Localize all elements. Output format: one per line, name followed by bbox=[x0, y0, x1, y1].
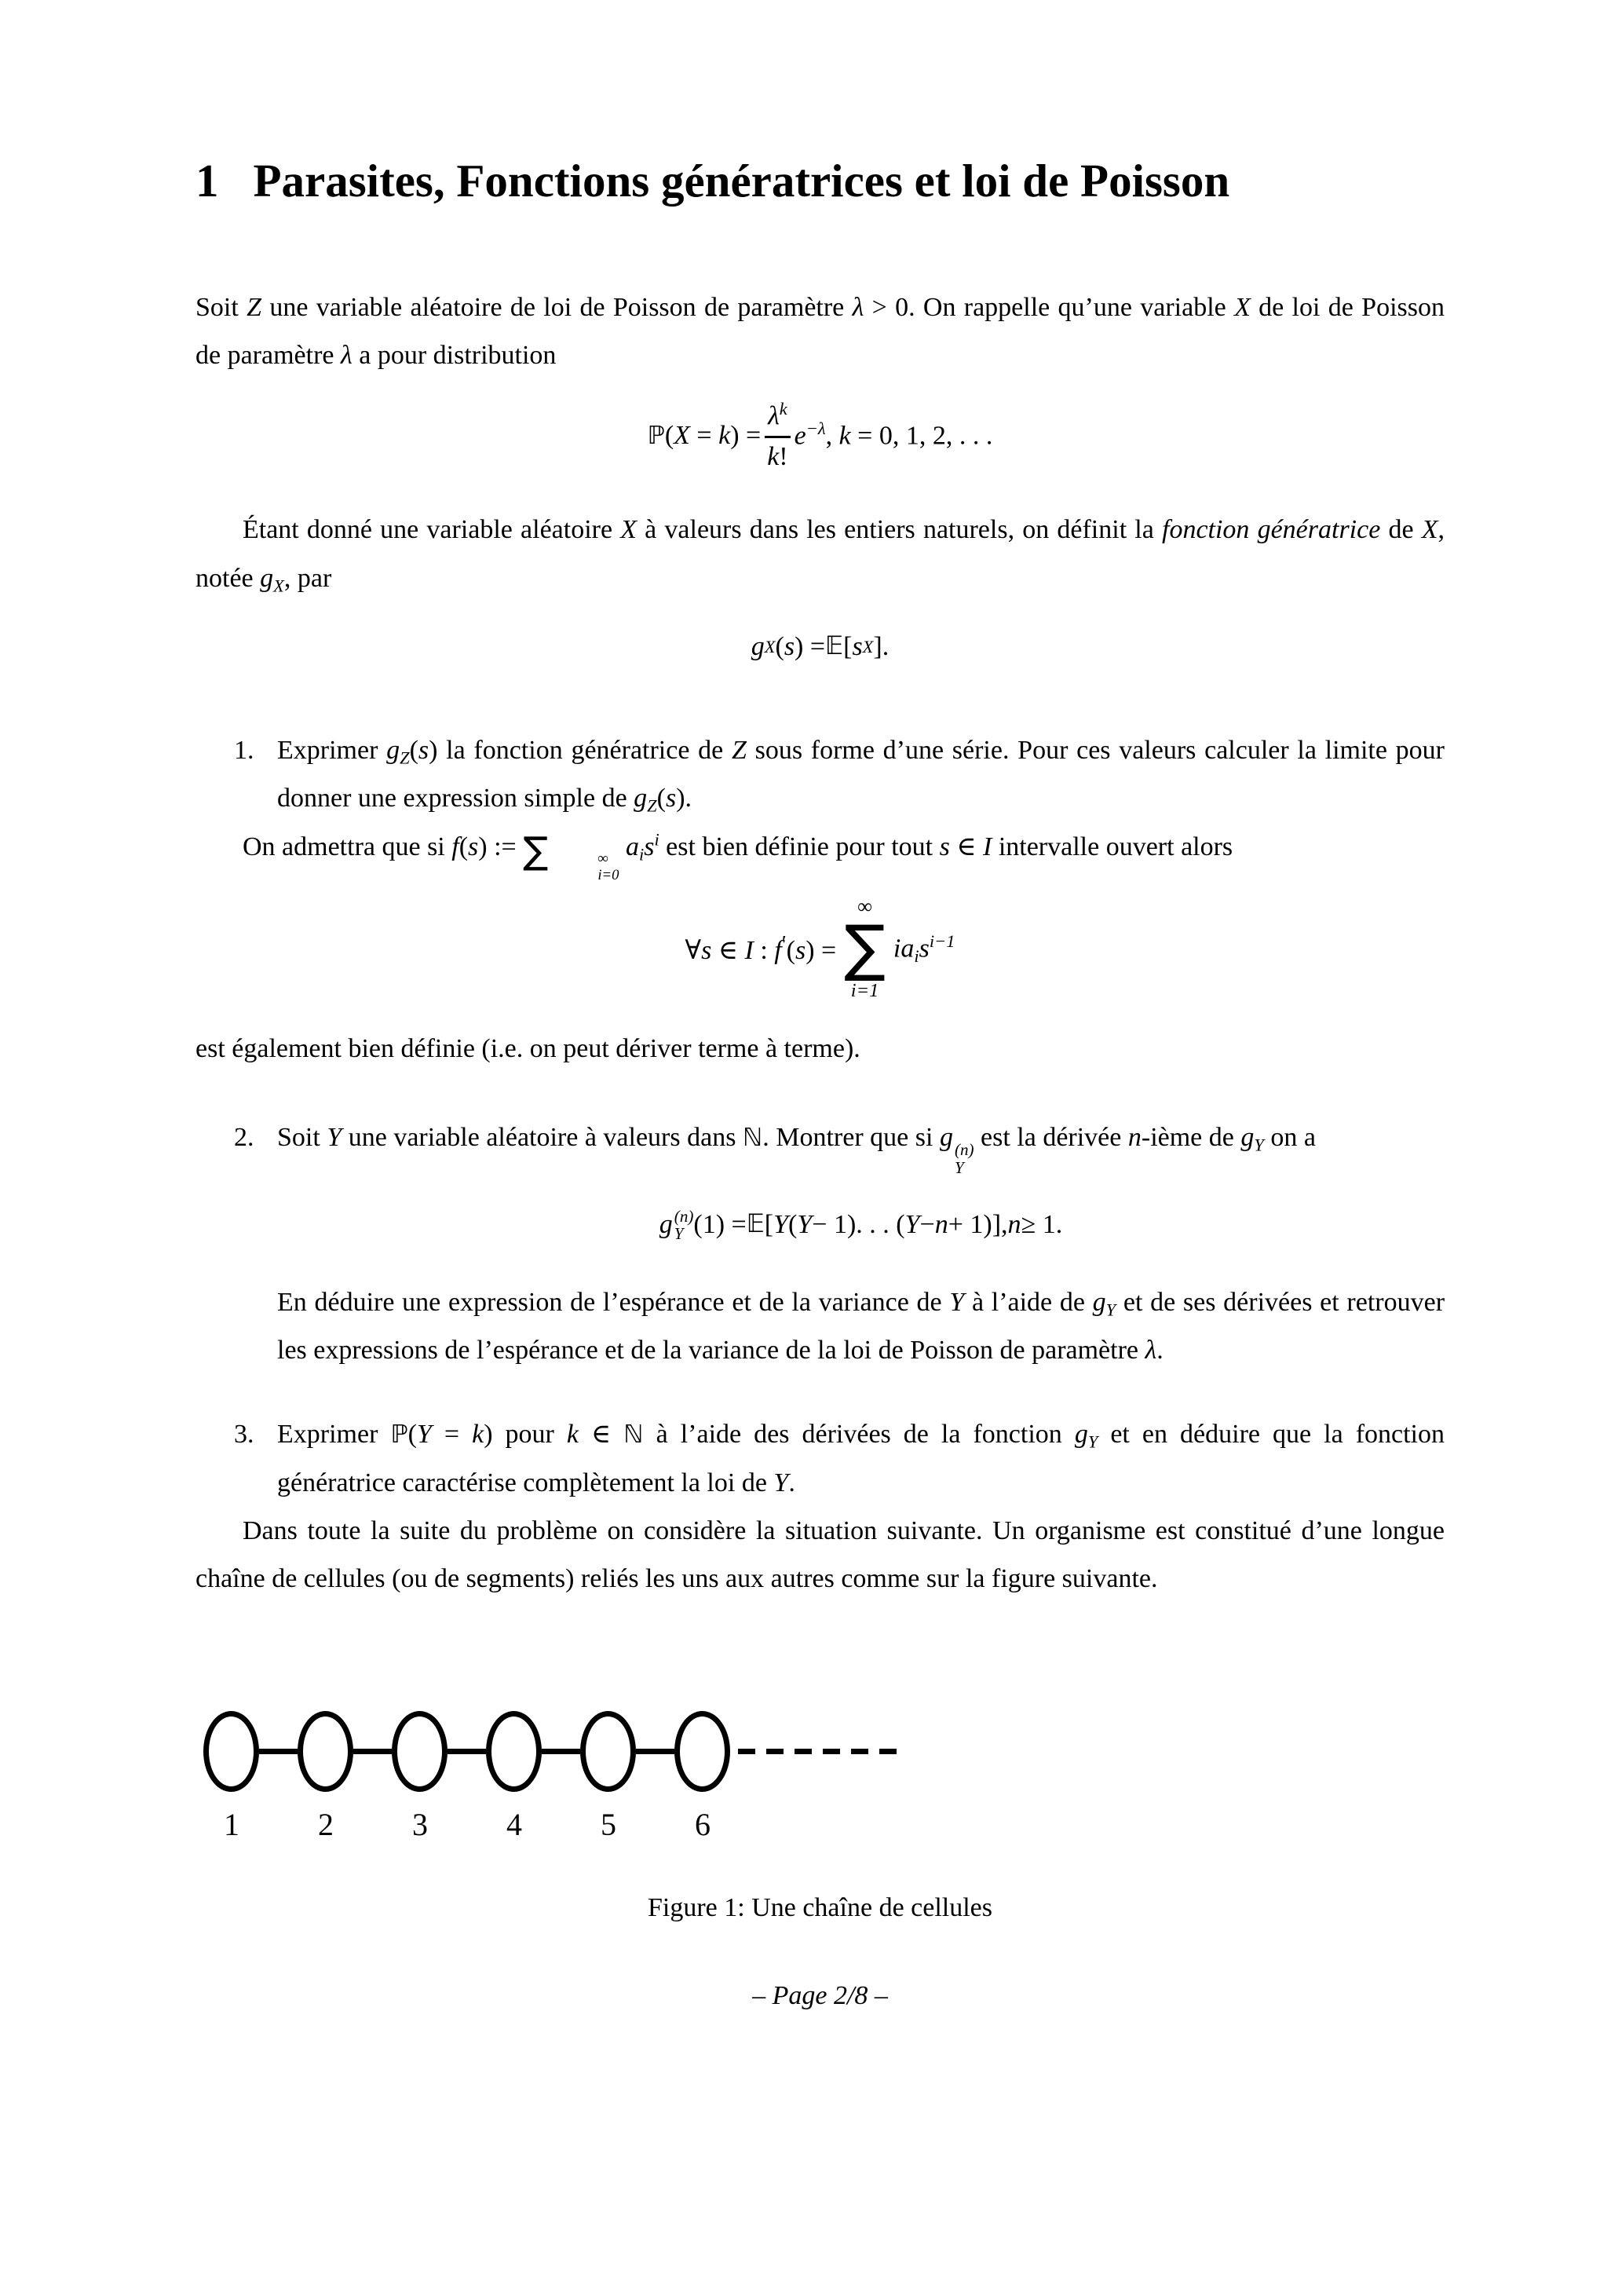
cell-circle-2 bbox=[298, 1711, 353, 1792]
page-footer: – Page 2/8 – bbox=[752, 1981, 888, 2011]
cell-circle-1 bbox=[203, 1711, 259, 1792]
item-number: 2. bbox=[234, 1122, 254, 1152]
cell-circle-6 bbox=[674, 1711, 730, 1792]
cell-connector bbox=[448, 1749, 486, 1754]
section-title-text: Parasites, Fonctions génératrices et loi de Poisson bbox=[253, 155, 1230, 207]
exercise-list-continued bbox=[195, 1113, 1445, 1507]
sum-lower-limit: i=1 bbox=[850, 980, 879, 1002]
cell-connector bbox=[542, 1749, 580, 1754]
cell-number-5: 5 bbox=[601, 1807, 616, 1843]
cell-chain-figure bbox=[203, 1711, 1445, 1843]
list-item-3 bbox=[195, 1410, 1445, 1506]
item-number: 1. bbox=[234, 736, 254, 766]
cell-number-4: 4 bbox=[506, 1807, 522, 1843]
sigma-symbol: ∑ bbox=[844, 912, 886, 985]
list-item-2 bbox=[195, 1113, 1445, 1375]
cell-connector bbox=[259, 1749, 298, 1754]
cell-connector bbox=[353, 1749, 392, 1754]
cell-circle-4 bbox=[486, 1711, 542, 1792]
cell-circle-3 bbox=[392, 1711, 448, 1792]
fraction bbox=[765, 400, 790, 471]
item-2-text: Soit Y une variable aléatoire à valeurs dans ℕ. Montrer que si g (n) Y est la dérivée n-ième de gY on a bbox=[277, 1122, 1316, 1177]
summation-operator bbox=[844, 895, 886, 1003]
cell-number-6: 6 bbox=[695, 1807, 711, 1843]
situation-paragraph: Dans toute la suite du problème on considère la situation suivante. Un organisme est constitué d’une longue chaîne de cellules (ou de segments) reliés les uns aux autres comme sur la figure suivante. bbox=[195, 1515, 1445, 1593]
generating-function-definition-equation: g X ( s ) = 𝔼 [ s X ]. bbox=[751, 631, 890, 661]
termwise-derivative-equation bbox=[195, 895, 1445, 1003]
generating-function-paragraph: Étant donné une variable aléatoire X à valeurs dans les entiers naturels, on définit la fonction génératrice de X, notée gX, par bbox=[195, 515, 1445, 596]
item-1-text: Exprimer gZ(s) la fonction génératrice de Z sous forme d’une série. Pour ces valeurs calculer la limite pour donner une expression simple de gZ(s). bbox=[277, 736, 1445, 817]
item-3-text: Exprimer ℙ(Y = k) pour k ∈ ℕ à l’aide des dérivées de la fonction gY et en déduire que la fonction génératrice caractérise complètement la loi de Y. bbox=[277, 1420, 1445, 1497]
section-number: 1 bbox=[195, 155, 219, 207]
intro-paragraph: Soit Z une variable aléatoire de loi de Poisson de paramètre λ > 0. On rappelle qu’une variable X de loi de Poisson de paramètre λ a pour distribution bbox=[195, 292, 1445, 371]
poisson-pmf-equation bbox=[195, 400, 1445, 471]
bien-definie-paragraph: est également bien définie (i.e. on peut dériver terme à terme). bbox=[195, 1033, 860, 1063]
fraction-denominator: k! bbox=[767, 441, 788, 471]
cell-number-1: 1 bbox=[224, 1807, 239, 1843]
cell-number-2: 2 bbox=[318, 1807, 334, 1843]
exercise-list bbox=[195, 726, 1445, 822]
fraction-numerator: $\lambda^k$ bbox=[768, 399, 787, 431]
factorial-moment-equation: g (n) Y (1) = 𝔼 [ Y ( Y − 1) . . . ( Y − n + 1)], n ≥ 1. bbox=[659, 1206, 1063, 1243]
equation-left: ∀s ∈ I : f′(s) = bbox=[685, 931, 837, 965]
equation-right: iais$^{i-1}$ bbox=[893, 930, 955, 966]
item-2-continuation: En déduire une expression de l’espérance et de la variance de Y à l’aide de gY et de ses dérivées et retrouver les expressions de l’espérance et de la variance de la loi de Poisson de paramètre λ. bbox=[277, 1287, 1445, 1366]
cell-connector bbox=[636, 1749, 674, 1754]
cell-number-3: 3 bbox=[412, 1807, 428, 1843]
chain-continuation-dashes bbox=[738, 1749, 907, 1754]
cell-numbers bbox=[184, 1806, 1445, 1843]
cell-chain bbox=[203, 1711, 1445, 1792]
sum-upper-limit: ∞ bbox=[857, 894, 873, 918]
equation-right: $e^{-\lambda}$, k = 0, 1, 2, . . . bbox=[794, 419, 993, 451]
item-number: 3. bbox=[234, 1420, 254, 1450]
admettra-paragraph: On admettra que si f(s) := ∑ ∞ i=0 ais$^i$ est bien définie pour tout s ∈ I intervalle ouvert alors bbox=[243, 829, 1233, 884]
fraction-bar bbox=[765, 436, 790, 438]
equation-left: ℙ(X = k) = bbox=[647, 420, 762, 450]
cell-circle-5 bbox=[580, 1711, 636, 1792]
section-title bbox=[195, 155, 1445, 207]
list-item-1 bbox=[195, 726, 1445, 822]
figure-caption: Figure 1: Une chaîne de cellules bbox=[647, 1893, 992, 1923]
